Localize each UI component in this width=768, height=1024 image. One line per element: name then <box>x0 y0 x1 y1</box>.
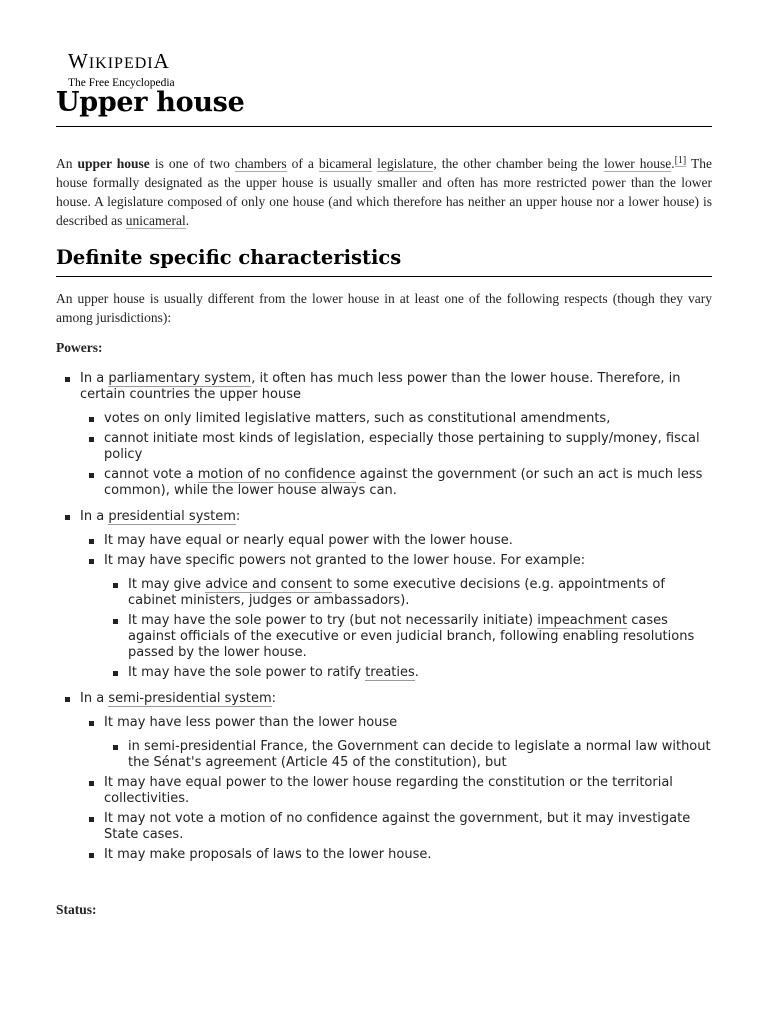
status-label: Status: <box>56 902 97 917</box>
list-item: It may have the sole power to ratify treaties. <box>104 665 712 681</box>
link-lower-house[interactable]: lower house <box>603 156 672 171</box>
list-item-presidential: In a presidential system: It may have equal or nearly equal power with the lower house. It may have specific powers not granted to the lower house. For example: It may give advice and consent to some executive decisions (e.g. appointments of cabinet ministers, judges or ambassadors). It may have the sole power to try (but not necessarily initiate) impeachment cases against officials of the executive or even judicial branch, following enabling resolutions passed by the lower house. It may have the sole power to ratify treaties. <box>56 509 712 681</box>
link-impeachment[interactable]: impeachment <box>537 613 628 628</box>
logo-tagline: The Free Encyclopedia <box>68 77 175 89</box>
list-item: It may have the sole power to try (but not necessarily initiate) impeachment cases against officials of the executive or even judicial branch, following enabling resolutions passed by the lower house. <box>104 613 712 661</box>
link-bicameral[interactable]: bicameral <box>318 156 373 171</box>
logo-wordmark: WIKIPEDIA <box>68 49 170 73</box>
list-item: It may have specific powers not granted to the lower house. For example: It may give advice and consent to some executive decisions (e.g. appointments of cabinet ministers, judges or ambassadors). It may have the sole power to try (but not necessarily initiate) impeachment cases against officials of the executive or even judicial branch, following enabling resolutions passed by the lower house. It may have the sole power to ratify treaties. <box>80 553 712 681</box>
link-presidential-system[interactable]: presidential system <box>108 509 236 524</box>
list-item: votes on only limited legislative matters, such as constitutional amendments, <box>80 411 712 427</box>
powers-label: Powers: <box>56 340 103 355</box>
link-parliamentary-system[interactable]: parliamentary system <box>108 371 252 386</box>
list-item: It may make proposals of laws to the lower house. <box>80 847 712 863</box>
list-item: It may have less power than the lower house in semi-presidential France, the Government can decide to legislate a normal law without the Sénat's agreement (Article 45 of the constitution), but <box>80 715 712 771</box>
intro-paragraph: An upper house is one of two chambers of a bicameral legislature, the other chamber being the lower house.[1] The house formally designated as the upper house is usually smaller and often has more restricted power than the lower house. A legislature composed of only one house (and which therefore has neither an upper house nor a lower house) is described as unicameral. <box>56 154 713 228</box>
powers-list <box>56 371 712 873</box>
reference-1[interactable]: [1] <box>674 154 687 166</box>
section-heading: Definite specific characteristics <box>56 244 712 277</box>
link-legislature[interactable]: legislature <box>377 156 434 171</box>
list-item: cannot vote a motion of no confidence against the government (or such an act is much less common), while the lower house always can. <box>80 467 712 499</box>
link-chambers[interactable]: chambers <box>234 156 287 171</box>
list-item: It may have equal or nearly equal power with the lower house. <box>80 533 712 549</box>
page-title: Upper house <box>56 84 712 127</box>
list-item: It may not vote a motion of no confidence against the government, but it may investigate State cases. <box>80 811 712 843</box>
link-unicameral[interactable]: unicameral <box>125 213 186 228</box>
list-item: It may give advice and consent to some executive decisions (e.g. appointments of cabinet ministers, judges or ambassadors). <box>104 577 712 609</box>
link-motion-of-no-confidence[interactable]: motion of no confidence <box>197 467 356 482</box>
list-item-parliamentary: In a parliamentary system, it often has much less power than the lower house. Therefore, in certain countries the upper house votes on only limited legislative matters, such as constitutional amendments, cannot initiate most kinds of legislation, especially those pertaining to supply/money, fiscal policy cannot vote a motion of no confidence against the government (or such an act is much less common), while the lower house always can. <box>56 371 712 499</box>
list-item: It may have equal power to the lower house regarding the constitution or the territorial collectivities. <box>80 775 712 807</box>
link-treaties[interactable]: treaties <box>365 665 415 680</box>
list-item-semi-presidential: In a semi-presidential system: It may have less power than the lower house in semi-presidential France, the Government can decide to legislate a normal law without the Sénat's agreement (Article 45 of the constitution), but It may have equal power to the lower house regarding the constitution or the territorial collectivities. It may not vote a motion of no confidence against the government, but it may investigate State cases. It may make proposals of laws to the lower house. <box>56 691 712 863</box>
section-intro: An upper house is usually different from the lower house in at least one of the following respects (though they vary among jurisdictions): <box>56 291 712 325</box>
list-item: in semi-presidential France, the Government can decide to legislate a normal law without the Sénat's agreement (Article 45 of the constitution), but <box>104 739 712 771</box>
link-advice-and-consent[interactable]: advice and consent <box>205 577 333 592</box>
link-semi-presidential-system[interactable]: semi-presidential system <box>108 691 272 706</box>
list-item: cannot initiate most kinds of legislation, especially those pertaining to supply/money, fiscal policy <box>80 431 712 463</box>
